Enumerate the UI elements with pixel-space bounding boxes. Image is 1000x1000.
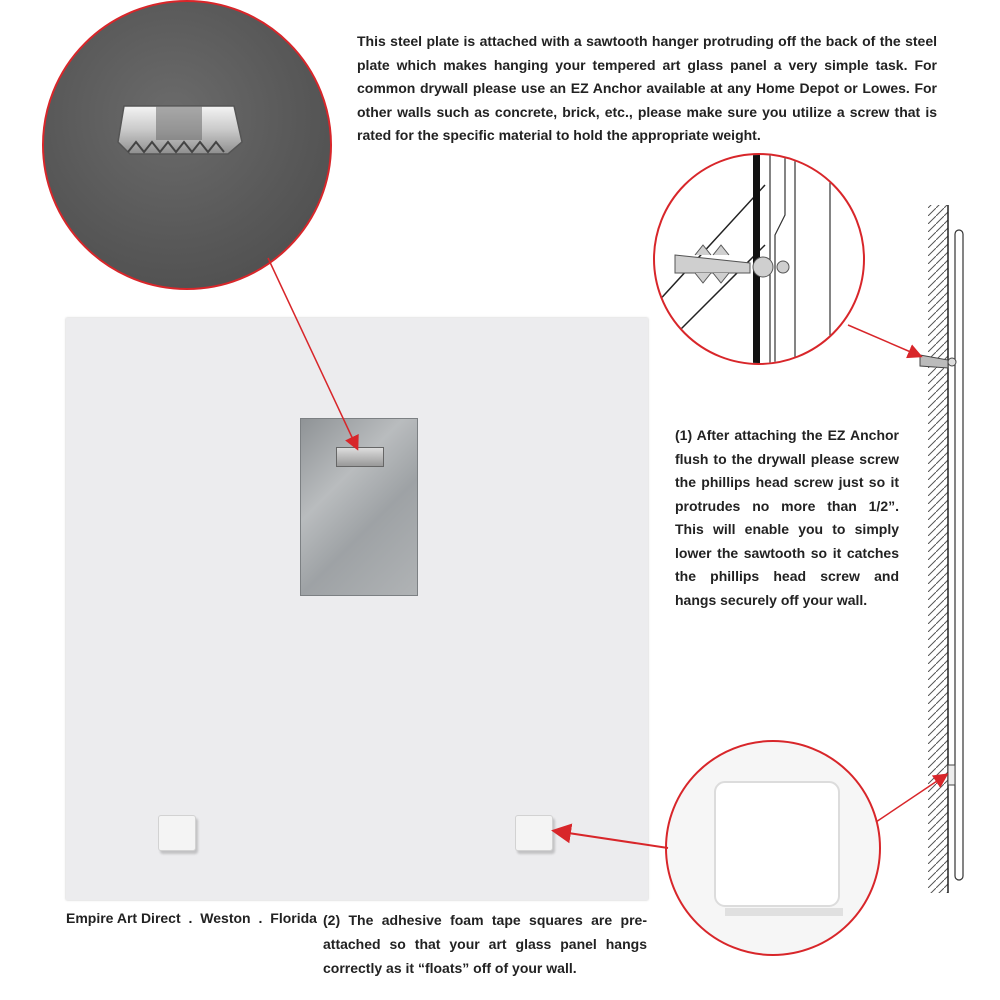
credit-separator: . [258,910,263,926]
credit-separator: . [188,910,193,926]
callout-arrow-hanger [268,258,357,448]
callout-arrow-anchor [848,325,920,356]
intro-paragraph: This steel plate is attached with a sawtooth hanger protruding off the back of the steel plate which makes hanging your tempered art glass panel a very simple task. For common drywall please use an EZ Anchor available at any Home Depot or Lowes. For other walls such as concrete, brick, etc., please make sure you utilize a screw that is rated for the specific material to hold the appropriate weight. [357,33,937,143]
company-city: Weston [200,910,251,926]
company-state: Florida [270,910,317,926]
wall-side-profile [920,205,963,893]
callout-arrow-foam-pad [555,831,668,848]
step-2-instructions: (2) The adhesive foam tape squares are pre-attached so that your art glass panel hangs correctly as it “floats” off of your wall. [323,912,647,976]
step-1-instructions: (1) After attaching the EZ Anchor flush to the drywall please screw the phillips head screw just so it protrudes no more than 1/2”. This will enable you to simply lower the sawtooth so it catches the phillips head screw and hangs securely off your wall. [675,427,899,608]
company-name: Empire Art Direct [66,910,181,926]
